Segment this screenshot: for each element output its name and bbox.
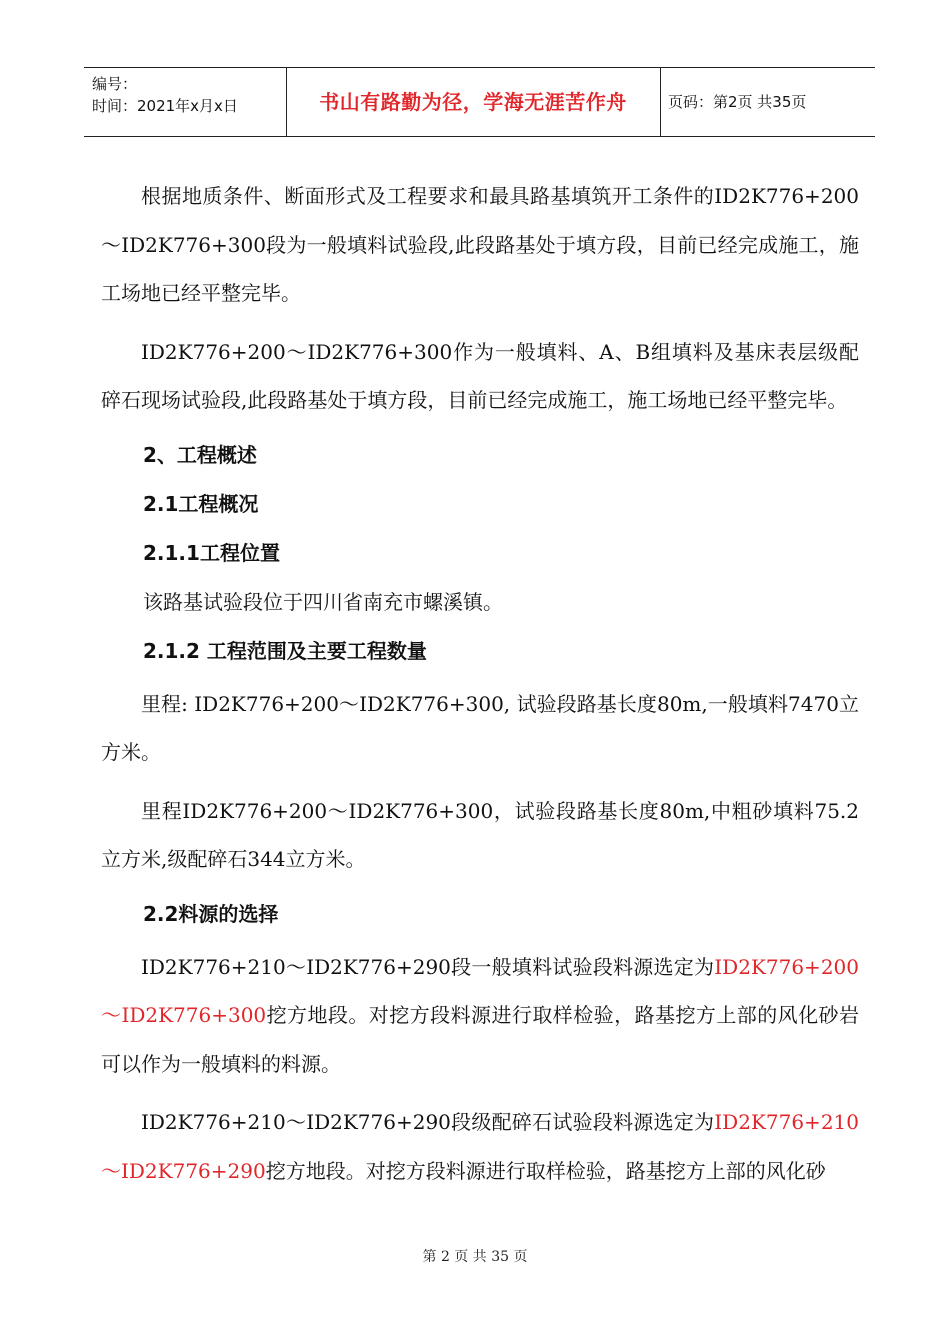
heading-material-source: 2.2料源的选择 [143,901,279,926]
source-text-start: ID2K776+210～ID2K776+290段一般填料试验段料源选定为 [141,954,715,979]
header-motto: 书山有路勤为径，学海无涯苦作舟 [319,90,627,114]
heading-project-overview: 2、工程概述 [143,442,257,467]
paragraph-test-section-intro: 根据地质条件、断面形式及工程要求和最具路基填筑开工条件的ID2K776+200～ID2K776+300段为一般填料试验段,此段路基处于填方段，目前已经完成施工，施工场地已经平整完毕。 [101,184,859,305]
paragraph-test-section-scope: ID2K776+200～ID2K776+300作为一般填料、A、B组填料及基床表层级配碎石现场试验段,此段路基处于填方段，目前已经完成施工，施工场地已经平整完毕。 [101,339,859,412]
paragraph-mileage-general-fill: 里程: ID2K776+200～ID2K776+300, 试验段路基长度80m,一般填料7470立方米。 [101,691,859,764]
paragraph-graded-gravel-source [101,1098,859,1195]
heading-project-overview-sub: 2.1工程概况 [143,491,259,516]
header-divider-right [660,68,661,136]
page-header [84,67,875,137]
header-meta [92,73,238,117]
page-footer: 第 2 页 共 35 页 [422,1249,528,1265]
gravel-source-text-end: 挖方地段。对挖方段料源进行取样检验，路基挖方上部的风化砂 [265,1158,826,1183]
heading-project-location: 2.1.1工程位置 [143,540,280,565]
header-page-number: 页码：第2页 共35页 [668,93,807,111]
heading-project-scope: 2.1.2 工程范围及主要工程数量 [143,638,427,663]
paragraph-mileage-sand-gravel: 里程ID2K776+200～ID2K776+300，试验段路基长度80m,中粗砂填料75.2立方米,级配碎石344立方米。 [101,798,859,871]
paragraph-location: 该路基试验段位于四川省南充市螺溪镇。 [143,589,503,614]
document-time: 时间：2021年x月x日 [92,97,238,115]
document-number: 编号： [92,75,138,93]
source-text-end: 挖方地段。对挖方段料源进行取样检验，路基挖方上部的风化砂岩可以作为一般填料的料源。 [101,1003,859,1076]
document-body [101,172,859,1205]
gravel-source-text-start: ID2K776+210～ID2K776+290段级配碎石试验段料源选定为 [141,1110,715,1134]
gravel-source-mileage-highlight: ID2K776+210～ID2K776+290 [101,1110,859,1183]
paragraph-general-fill-source [101,943,859,1089]
source-mileage-highlight: ID2K776+200～ID2K776+300 [101,954,859,1027]
